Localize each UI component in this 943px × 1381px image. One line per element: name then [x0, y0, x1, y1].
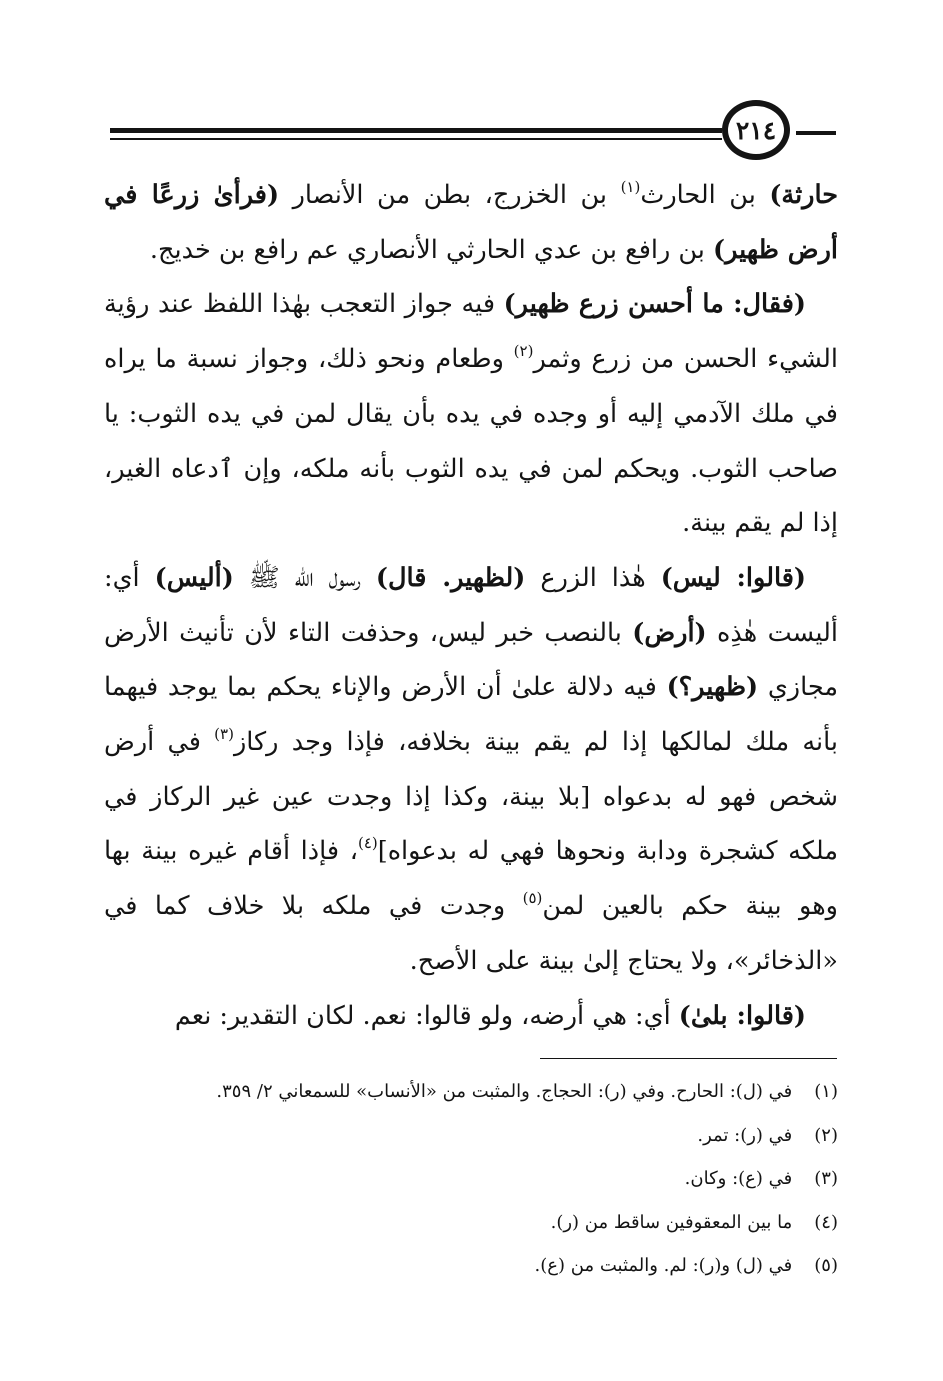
paragraph-3	[104, 551, 838, 989]
commentary-text: فيه جواز التعجب بهٰذا اللفظ عند رؤية الشيء الحسن من زرع وثمر	[104, 289, 838, 375]
commentary-text: رسول الله ﷺ	[233, 562, 376, 593]
commentary-text: وطعام ونحو ذلك، وجواز نسبة ما يراه في ملك الآدمي إليه أو وجده في يده بأن يقال لمن في يده الثوب: يا صاحب الثوب. ويحكم لمن في يده الثوب بأنه ملكه، وإن ٱدعاه الغير، إذا لم يقم بينة.	[104, 344, 838, 539]
footnote-text: ما بين المعقوفين ساقط من (ر).	[550, 1211, 793, 1233]
footnote-number: (٥)	[814, 1255, 838, 1276]
paragraph-4	[104, 989, 838, 1044]
footnote-text: في (ل) و(ر): لم. والمثبت من (ع).	[534, 1255, 793, 1276]
footnote-ref-2[interactable]: (٢)	[513, 342, 534, 361]
footnote-ref-5[interactable]: (٥)	[522, 889, 543, 908]
paragraph-1	[104, 168, 838, 277]
footnotes	[104, 1070, 838, 1288]
commentary-text: بن رافع بن عدي الحارثي الأنصاري عم رافع بن خديج.	[149, 234, 713, 265]
commentary-text: وجدت في ملكه بلا خلاف كما في «الذخائر»، ولا يحتاج إلىٰ بينة على الأصح.	[104, 891, 838, 976]
quote-text: حارثة)	[769, 180, 839, 210]
page-number: ٢١٤	[735, 115, 777, 145]
footnote-text: في (ل): الحارح. وفي (ر): الحجاج. والمثبت من «الأنساب» للسمعاني ٢/ ٣٥٩.	[216, 1081, 793, 1102]
commentary-text: فيه دلالة علىٰ أن الأرض والإناء يحكم بما يوجد فيهما بأنه ملك لمالكها إذا لم يقم بينة بخلافه، فإذا وجد ركاز	[104, 672, 838, 758]
footnote-separator	[540, 1058, 837, 1059]
commentary-text: أي: أليست هٰذِه	[104, 562, 838, 648]
quote-text: (أرض)	[632, 617, 707, 648]
quote-text: (ظهير؟)	[666, 672, 759, 703]
footnote-number: (٢)	[814, 1124, 838, 1146]
footnote-item	[104, 1201, 838, 1245]
commentary-text: أي: هي أرضه، ولو قالوا: نعم. لكان التقدير: نعم	[174, 1000, 679, 1031]
header-rule-thin	[110, 138, 722, 140]
footnote-ref-3[interactable]: (٣)	[214, 725, 234, 744]
commentary-text: بن الخزرج، بطن من الأنصار	[279, 180, 621, 210]
header-rule-thick	[110, 128, 722, 133]
footnote-item	[104, 1114, 838, 1158]
paragraph-2	[104, 277, 838, 551]
page-number-badge	[722, 100, 790, 160]
commentary-text: في أرض شخص فهو له بدعواه [بلا بينة، وكذا إذا وجدت عين غير الركاز في ملكه كشجرة ودابة ونحوها فهي له بدعواه]	[104, 727, 838, 867]
quote-text: (فقال: ما أحسن زرع ظهير)	[503, 289, 806, 320]
commentary-text: بن الحارث	[640, 180, 770, 210]
quote-text: (قالوا: بلىٰ)	[678, 1000, 806, 1031]
footnote-number: (١)	[814, 1081, 838, 1102]
footnote-item	[104, 1157, 838, 1201]
commentary-text: ، فإذا أقام غيره بينة بها وهو بينة حكم بالعين لمن	[104, 836, 838, 922]
quote-text: (لظهير. قال)	[375, 562, 526, 593]
quote-text: (قالوا: ليس)	[660, 562, 806, 593]
footnote-ref-4[interactable]: (٤)	[357, 834, 378, 853]
quote-text: (أليس)	[154, 562, 234, 593]
page-header	[0, 0, 943, 170]
footnote-number: (٣)	[814, 1168, 838, 1189]
commentary-text: هٰذا الزرع	[525, 562, 661, 593]
footnote-ref-1[interactable]: (١)	[620, 178, 641, 196]
main-text	[104, 168, 838, 1043]
footnote-item	[104, 1244, 838, 1288]
commentary-text: بالنصب خبر ليس، وحذفت التاء لأن تأنيث الأرض مجازي	[104, 617, 838, 703]
footnote-number: (٤)	[814, 1211, 838, 1233]
header-rule-right	[796, 131, 836, 135]
quote-text: (فرأىٰ زرعًا في أرض ظهير)	[104, 180, 838, 265]
footnote-text: في (ع): وكان.	[684, 1168, 793, 1189]
footnote-item	[104, 1070, 838, 1114]
footnote-text: في (ر): تمر.	[697, 1124, 793, 1146]
